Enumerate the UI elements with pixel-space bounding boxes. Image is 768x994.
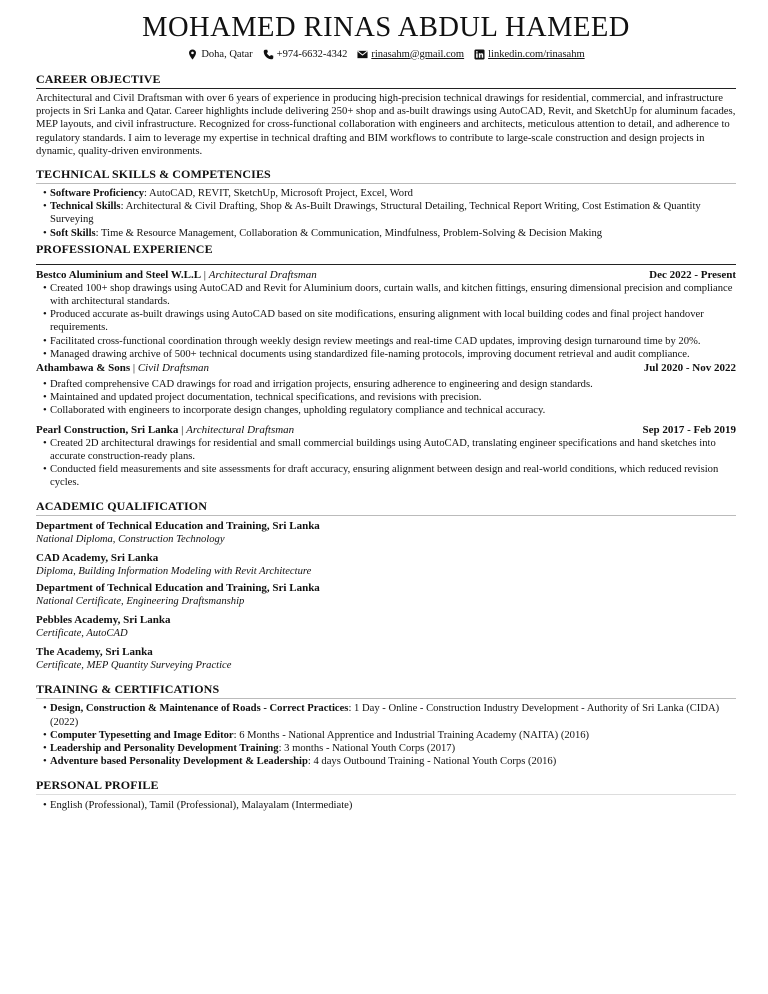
education-entry [36, 581, 736, 608]
job-dates: Sep 2017 - Feb 2019 [642, 423, 736, 436]
degree-name: Diploma, Building Information Modeling with Revit Architecture [36, 566, 312, 578]
profile-list [36, 799, 736, 812]
job-header: Athambawa & Sons | Civil Draftsman Jul 2020 - Nov 2022 [36, 362, 736, 375]
degree-name: National Diploma, Construction Technology [36, 534, 225, 546]
company-name: Bestco Aluminium and Steel W.L.L [36, 268, 202, 281]
education-entry [36, 551, 736, 578]
institution-name: The Academy, Sri Lanka [36, 646, 153, 659]
job-role: Architectural Draftsman [186, 423, 295, 436]
training-list [36, 702, 736, 768]
job-bullets [36, 282, 736, 361]
degree-name: National Certificate, Engineering Draftsmanship [36, 596, 245, 608]
institution-name: Department of Technical Education and Training, Sri Lanka [36, 582, 320, 595]
section-divider [36, 698, 736, 699]
list-item: • Adventure based Personality Development & Leadership: 4 days Outbound Training - National Youth Corps (2016) [44, 755, 736, 768]
education-entry [36, 519, 736, 546]
section-divider [36, 264, 736, 265]
resume-page [36, 12, 736, 813]
location-pin-icon [187, 49, 198, 60]
job-header: Pearl Construction, Sri Lanka | Architectural Draftsman Sep 2017 - Feb 2019 [36, 423, 736, 436]
institution-name: Department of Technical Education and Training, Sri Lanka [36, 520, 320, 533]
institution-name: Pebbles Academy, Sri Lanka [36, 614, 171, 627]
degree-name: Certificate, AutoCAD [36, 628, 128, 640]
list-item: • Technical Skills: Architectural & Civil Drafting, Shop & As-Built Drawings, Structural Detailing, Technical Report Writing, Cost Estimation & Quantity Surveying [44, 200, 736, 226]
skills-list [36, 187, 736, 240]
contact-linkedin[interactable] [474, 49, 585, 60]
education-entry [36, 613, 736, 640]
job-dates: Jul 2020 - Nov 2022 [643, 362, 736, 375]
objective-text: Architectural and Civil Draftsman with over 6 years of experience in producing high-precision technical drawings for residential, commercial, and infrastructure projects in Sri Lanka and Qatar. Career highlights include delivering 250+ shop and as-built drawings using AutoCAD, Revit, and SketchUp for aluminum facades, MEP layouts, and civil infrastructure. Recognized for cross-functional collaboration with engineers and architects, meticulous attention to detail, and adherence to regulatory standards. I aim to leverage my expertise in technical drafting and BIM workflows to contribute to large-scale construction and design projects in dynamic, quality-driven environments. [36, 92, 736, 157]
list-item: • Created 100+ shop drawings using AutoCAD and Revit for Aluminium doors, curtain walls, and kitchen fittings, ensuring dimensional precision and compliance with architectural standards. [44, 282, 736, 308]
job-dates: Dec 2022 - Present [649, 268, 736, 281]
list-item: • Produced accurate as-built drawings using AutoCAD based on site modifications, ensuring alignment with local building codes and final project handover requirements. [44, 308, 736, 334]
education-heading: ACADEMIC QUALIFICATION [36, 499, 207, 514]
list-item: • Created 2D architectural drawings for residential and small commercial buildings using AutoCAD, translating engineer specifications and hand sketches into accurate construction-ready plans. [44, 437, 736, 463]
list-item: • Computer Typesetting and Image Editor: 6 Months - National Apprentice and Industrial Training Academy (NAITA) (2016) [44, 729, 736, 742]
institution-name: CAD Academy, Sri Lanka [36, 552, 159, 565]
mail-icon [357, 49, 368, 60]
job-header: Bestco Aluminium and Steel W.L.L | Architectural Draftsman Dec 2022 - Present [36, 268, 736, 281]
phone-icon [263, 49, 274, 60]
education-list [36, 519, 736, 672]
job-bullets [36, 437, 736, 490]
list-item: • Design, Construction & Maintenance of Roads - Correct Practices: 1 Day - Online - Construction Industry Development - Authority of Sri Lanka (CIDA) (2022) [44, 702, 736, 728]
list-item: • Managed drawing archive of 500+ technical documents using standardized file-naming protocols, improving document retrieval and audit compliance. [44, 348, 736, 361]
linkedin-icon [474, 49, 485, 60]
contact-phone [263, 49, 348, 60]
skills-heading: TECHNICAL SKILLS & COMPETENCIES [36, 167, 271, 182]
profile-heading: PERSONAL PROFILE [36, 778, 159, 793]
list-item: • Leadership and Personality Development Training: 3 months - National Youth Corps (2017) [44, 742, 736, 755]
list-item: • Conducted field measurements and site assessments for draft accuracy, ensuring alignment between design and real-world conditions, which reduced revision cycles. [44, 463, 736, 489]
job-role: Civil Draftsman [137, 362, 210, 375]
list-item: • Collaborated with engineers to incorporate design changes, upholding regulatory compliance and technical accuracy. [44, 404, 736, 417]
company-name: Athambawa & Sons [36, 362, 131, 375]
list-item: • Soft Skills: Time & Resource Management, Collaboration & Communication, Mindfulness, Problem-Solving & Decision Making [44, 227, 736, 240]
job-entry [36, 361, 736, 418]
list-item: • Software Proficiency: AutoCAD, REVIT, SketchUp, Microsoft Project, Excel, Word [44, 187, 736, 200]
degree-name: Certificate, MEP Quantity Surveying Practice [36, 660, 232, 672]
education-entry [36, 645, 736, 672]
linkedin-link[interactable]: linkedin.com/rinasahm [488, 48, 585, 60]
location-text: Doha, Qatar [201, 48, 253, 60]
section-divider [36, 183, 736, 184]
section-divider [36, 515, 736, 516]
experience-heading: PROFESSIONAL EXPERIENCE [36, 241, 213, 256]
job-entry [36, 268, 736, 361]
list-item: • Maintained and updated project documentation, technical specifications, and revisions with precision. [44, 391, 736, 404]
job-role: Architectural Draftsman [208, 268, 317, 281]
training-heading: TRAINING & CERTIFICATIONS [36, 682, 220, 697]
job-entry [36, 423, 736, 490]
phone-text: +974-6632-4342 [276, 48, 348, 60]
section-divider [36, 794, 736, 795]
candidate-name: MOHAMED RINAS ABDUL HAMEED [142, 12, 630, 43]
email-link[interactable]: rinasahm@gmail.com [371, 48, 465, 60]
job-bullets [36, 378, 736, 418]
section-divider [36, 88, 736, 89]
contact-email[interactable] [357, 49, 464, 60]
list-item: • Drafted comprehensive CAD drawings for road and irrigation projects, ensuring adherence to engineering and design standards. [44, 378, 736, 391]
list-item: • English (Professional), Tamil (Professional), Malayalam (Intermediate) [44, 799, 736, 812]
list-item: • Facilitated cross-functional coordination through weekly design review meetings and real-time CAD updates, improving design turnaround time by 20%. [44, 335, 736, 348]
company-name: Pearl Construction, Sri Lanka [36, 423, 179, 436]
contact-bar [36, 46, 736, 62]
objective-heading: CAREER OBJECTIVE [36, 72, 161, 86]
contact-location [187, 49, 252, 60]
